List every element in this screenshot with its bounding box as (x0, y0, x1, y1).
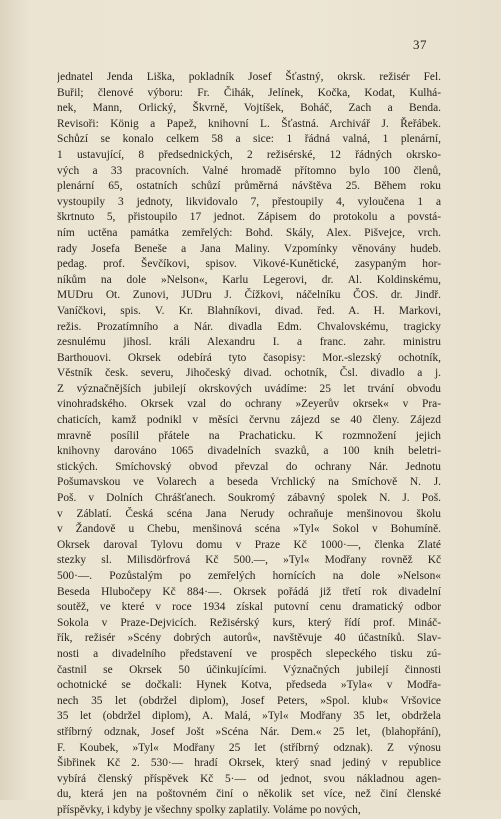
text-line: Okrsek daroval Tylovu domu v Praze Kč 1000·—, členka Zlaté (57, 538, 441, 551)
text-line: v Záblatí. Česká scéna Jana Nerudy ochraňuje menšinovou školu (57, 507, 441, 520)
text-line: vystoupily 3 jednoty, likvidovalo 7, přestoupily 4, vyloučena 1 a (57, 195, 441, 208)
text-line: Schůzí se konalo celkem 58 a sice: 1 řádná valná, 1 plenární, (57, 133, 441, 146)
text-line: v Žandově u Chebu, menšinová scéna »Tyl« Sokol v Bohumíně. (57, 523, 441, 536)
text-line: vybírá členský příspěvek Kč 5·— od jednot, svou nákladnou agen- (57, 772, 441, 785)
text-line: pedag. prof. Ševčíkovi, spisov. Vikové-Kunětické, zasypaným hor- (57, 258, 441, 271)
text-line: Buřil; členové výboru: Fr. Čihák, Jelínek, Kočka, Kodat, Kulhá- (57, 86, 441, 99)
text-line: Sokola v Praze-Dejvicích. Režisérský kurs, který řídí prof. Mináč- (57, 616, 441, 629)
text-line: mravně posílil přátele na Prachaticku. K rozmnožení jejich (57, 429, 441, 442)
text-line: stříbrný odznak, Josef Jošt »Scéna Nár. Dem.« 25 let, (blahopřání), (57, 725, 441, 738)
text-line: 500·—. Pozůstalým po zemřelých hornících na dole »Nelson« (57, 570, 441, 582)
text-line: řík, režisér »Scény dobrých autorů«, navštěvuje 40 účastníků. Slav- (57, 632, 441, 645)
text-line: nech 35 let (obdržel diplom), Josef Peters, »Spol. klub« Vršovice (57, 694, 441, 707)
text-line: nosti a divadelního představení ve prospěch slepeckého tisku zú- (57, 647, 441, 660)
text-line: Revisoři: König a Papež, knihovní L. Šťastná. Archivář J. Řeřábek. (57, 117, 441, 130)
text-line: příspěvky, i kdyby je všechny spolky zaplatily. Voláme po nových, (57, 803, 361, 816)
text-line: režis. Prozatímního a Nár. divadla Edm. Chvalovskému, tragicky (57, 320, 441, 333)
text-line: plenární 65, ostatních schůzí průměrná návštěva 25. Během roku (57, 180, 441, 193)
text-line: škrtnuto 5, přistoupilo 17 jednot. Zápisem do protokolu a povstá- (57, 211, 441, 224)
text-line: MUDru Ot. Zunovi, JUDru J. Čížkovi, náčelníku ČOS. dr. Jindř. (57, 289, 441, 302)
text-line: knihovny darováno 1065 divadelních svazků, a 100 knih beletri- (57, 445, 441, 458)
text-line: jednatel Jenda Liška, pokladník Josef Šťastný, okrsk. režisér Fel. (57, 71, 441, 83)
page-number: 37 (413, 37, 427, 52)
text-line: níkům na dole »Nelson«, Karlu Legerovi, dr. Al. Koldinskému, (57, 273, 441, 286)
text-line: 1 ustavující, 8 předsednických, 2 režisérské, 12 řádných okrsko- (57, 148, 441, 161)
text-line: chaticích, kamž podnikl v měsíci červnu zájezd se 40 členy. Zájezd (57, 414, 441, 427)
text-line: Barthouovi. Okrsek odebírá tyto časopisy: Mor.-slezský ochotník, (57, 351, 441, 364)
text-line: zesnulému jihosl. králi Alexandru I. a franc. zahr. ministru (57, 336, 441, 349)
text-line: stezky sl. Milisdörfrová Kč 500.—, »Tyl« Modřany rovněž Kč (57, 554, 441, 567)
text-line: stických. Smíchovský obvod převzal do ochrany Nár. Jednotu (57, 460, 441, 473)
text-line: Beseda Hlubočepy Kč 884·—. Okrsek pořádá již třetí rok divadelní (57, 585, 441, 598)
text-line: F. Koubek, »Tyl« Modřany 25 let (stříbrný odznak). Z výnosu (57, 741, 441, 754)
text-line: Věstník česk. severu, Jihočeský divad. ochotník, Čsl. divadlo a j. (57, 367, 441, 380)
text-line: Poš. v Dolních Chrášťanech. Soukromý zábavný spolek N. J. Poš. (57, 492, 441, 505)
body-text (57, 70, 441, 819)
text-line: Z význačnějších jubilejí okrskových uvádíme: 25 let trvání obvodu (57, 382, 441, 395)
text-line: vých a 33 pracovních. Valné hromadě přítomno bylo 100 členů, (57, 164, 441, 177)
text-line: častnil se Okrsek 50 účinkujícími. Význačných jubilejí činnosti (57, 663, 441, 676)
text-line: vinohradského. Okrsek vzal do ochrany »Zeyerův okrsek« v Pra- (57, 398, 441, 411)
text-line: ochotnické se dočkali: Hynek Kotva, předseda »Tyla« v Modřa- (57, 679, 441, 692)
text-line: rady Josefa Beneše a Jana Maliny. Vzpomínky věnovány hudeb. (57, 242, 441, 255)
text-line: ním uctěna památka zemřelých: Bohd. Skály, Alex. Pišvejce, vrch. (57, 226, 441, 239)
text-line: Šibřinek Kč 2. 530·— hradí Okrsek, který snad jediný v republice (57, 757, 441, 770)
text-line: Vaníčkovi, spis. V. Kr. Blahníkovi, divad. řed. A. H. Markovi, (57, 304, 441, 317)
text-line: 35 let (obdržel diplom), A. Malá, »Tyl« Modřany 35 let, obdržela (57, 710, 441, 723)
text-line: nek, Mann, Orlický, Škvrně, Vojtíšek, Boháč, Zach a Benda. (57, 102, 441, 115)
text-line: Pošumavskou ve Volarech a beseda Vrchlický na Smíchově N. J. (57, 476, 441, 489)
text-line: du, která jen na poštovném činí o několik set více, než činí členské (57, 788, 441, 801)
text-line: soutěž, ve které v roce 1934 získal putovní cenu dramatický odbor (57, 601, 441, 614)
